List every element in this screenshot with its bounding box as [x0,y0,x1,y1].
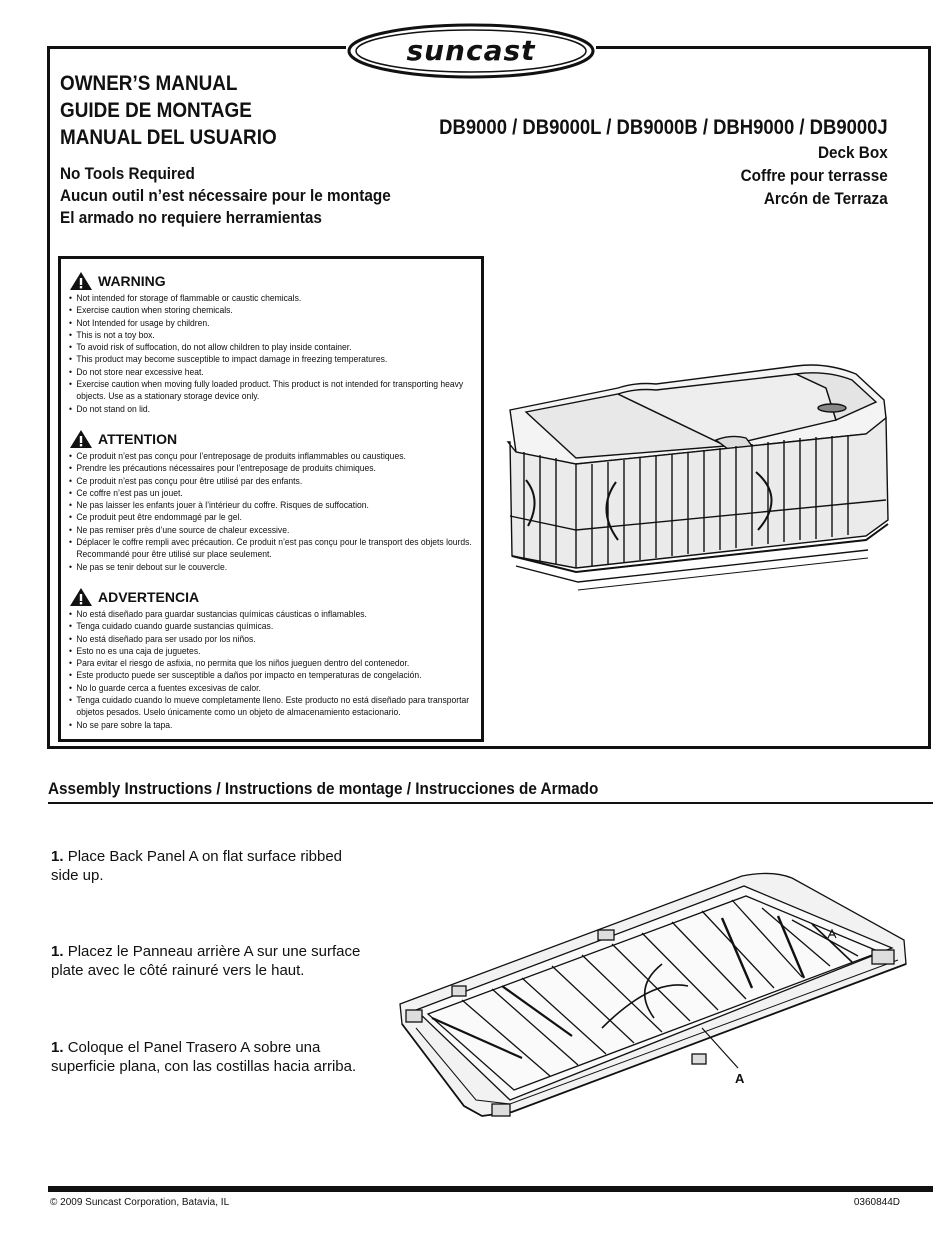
list-item: • This is not a toy box. [69,329,481,341]
list-item: • No está diseñado para ser usado por los niños. [69,633,481,645]
list-item: • No lo guarde cerca a fuentes excesivas de calor. [69,682,481,694]
title-es: MANUAL DEL USUARIO [60,126,277,149]
model-info [378,115,888,210]
attention-heading: ATTENTION [98,430,178,447]
model-numbers: DB9000 / DB9000L / DB9000B / DBH9000 / DB9000J [439,116,888,139]
list-item: • Tenga cuidado cuando lo mueve completamente lleno. Este producto no está diseñado para transportar objetos pesados. Uselo únicamente como un objeto de almacenamiento estacionario. [69,694,481,719]
back-panel-illustration [392,868,916,1124]
list-item: • No se pare sobre la tapa. [69,719,481,731]
warning-triangle-icon [69,587,93,607]
list-item: • Exercise caution when moving fully loaded product. This product is not intended for transporting heavy objects. Use as a stationary storage device only. [69,378,481,403]
product-name-es: Arcón de Terraza [764,189,888,208]
warning-triangle-icon [69,429,93,449]
part-a-callout: A [735,1071,745,1086]
tools-fr: Aucun outil n’est nécessaire pour le montage [60,186,391,205]
list-item: • Do not store near excessive heat. [69,366,481,378]
list-item: • Ce produit n’est pas conçu pour l’entreposage de produits inflammables ou caustiques. [69,450,481,462]
list-item: • Ce produit peut être endommagé par le gel. [69,511,481,523]
advertencia-heading: ADVERTENCIA [98,588,200,605]
list-item: • Para evitar el riesgo de asfixia, no permita que los niños jueguen dentro del contenedor. [69,657,481,669]
title-fr: GUIDE DE MONTAGE [60,99,252,122]
title-en: OWNER’S MANUAL [60,72,238,95]
tools-en: No Tools Required [60,164,195,183]
document-number: 0360844D [853,1197,900,1208]
list-item: • Exercise caution when storing chemicals. [69,304,481,316]
list-item: • To avoid risk of suffocation, do not allow children to play inside container. [69,341,481,353]
logo-wordmark: suncast [406,34,536,67]
warning-list-es [69,608,473,731]
list-item: • Ne pas remiser près d’une source de chaleur excessive. [69,524,481,536]
list-item: • Tenga cuidado cuando guarde sustancias químicas. [69,620,481,632]
list-item: • Ce coffre n’est pas un jouet. [69,487,481,499]
list-item: • Ce produit n’est pas conçu pour être utilisé par des enfants. [69,475,481,487]
list-item: • Este producto puede ser susceptible a daños por impacto en temperaturas de congelación. [69,669,481,681]
list-item: • Not intended for storage of flammable or caustic chemicals. [69,292,481,304]
warning-section-fr [69,429,473,573]
product-name-fr: Coffre pour terrasse [740,166,888,185]
step-es: 1. Coloque el Panel Trasero A sobre una superficie plana, con las costillas hacia arriba. [51,1039,357,1075]
warning-box [58,256,484,742]
no-tools-notice [60,163,427,229]
deck-box-illustration [496,360,892,608]
warning-triangle-icon [69,271,93,291]
list-item: • Ne pas se tenir debout sur le couvercle. [69,561,481,573]
warning-section-en [69,271,473,415]
list-item: • Prendre les précautions nécessaires pour l’entreposage de produits chimiques. [69,462,481,474]
copyright: © 2009 Suncast Corporation, Batavia, IL [50,1197,230,1208]
product-name-en: Deck Box [818,143,888,162]
tools-es: El armado no requiere herramientas [60,208,322,227]
footer-divider [48,1186,933,1192]
step-fr: 1. Placez le Panneau arrière A sur une surface plate avec le côté rainuré vers le haut. [51,943,361,979]
list-item: • Ne pas laisser les enfants jouer à l’intérieur du coffre. Risques de suffocation. [69,499,481,511]
warning-list-en [69,292,473,415]
list-item: • No está diseñado para guardar sustancias químicas cáusticas o inflamables. [69,608,481,620]
assembly-heading: Assembly Instructions / Instructions de montage / Instrucciones de Armado [48,779,933,804]
warning-list-fr [69,450,473,573]
list-item: • Esto no es una caja de juguetes. [69,645,481,657]
list-item: • Déplacer le coffre rempli avec précaution. Ce produit n’est pas conçu pour le transport des objets lourds. Recommandé pour être utilisé sur place seulement. [69,536,481,561]
step-en: 1. Place Back Panel A on flat surface ribbed side up. [51,848,343,884]
manual-titles [60,70,301,151]
warning-heading: WARNING [98,273,166,289]
list-item: • Not Intended for usage by children. [69,317,481,329]
brand-logo [346,22,596,80]
warning-section-es [69,587,473,731]
list-item: • This product may become susceptible to impact damage in freezing temperatures. [69,353,481,365]
list-item: • Do not stand on lid. [69,403,481,415]
